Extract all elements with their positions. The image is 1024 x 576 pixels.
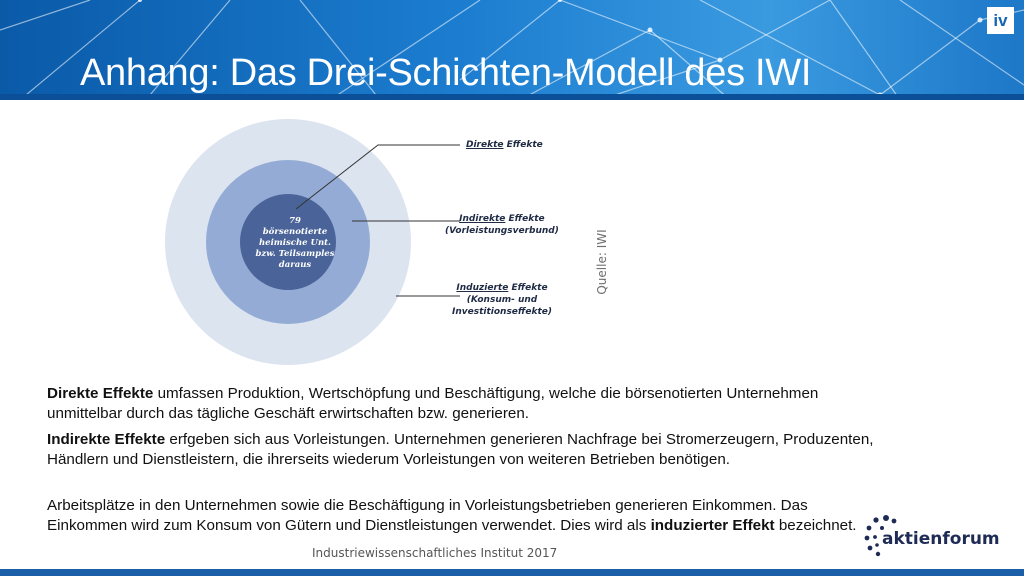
source-label: Quelle: IWI bbox=[595, 229, 609, 295]
paragraph-direct: Direkte Effekte umfassen Produktion, Wertschöpfung und Beschäftigung, welche die börsenotierten Unternehmen unmittelbar durch das tägliche Geschäft erwirtschaften bzw. generieren. bbox=[47, 385, 819, 422]
paragraph-indirect: Indirekte Effekte erfgeben sich aus Vorleistungen. Unternehmen generieren Nachfrage bei Stromerzeugern, Produzenten, Händlern und Dienstleistern, die ihrerseits wiederum Vorleistungen von weiteren Betrieben benötigen. bbox=[47, 431, 874, 468]
aktienforum-logo bbox=[864, 512, 1020, 566]
paragraph-induced: Arbeitsplätze in den Unternehmen sowie die Beschäftigung in Vorleistungsbetrieben generieren Einkommen. Das Einkommen wird zum Konsum von Gütern und Dienstleistungen verwendet. Dies wird als induzierter Effekt bezeichnet. bbox=[47, 497, 857, 534]
label-induced-effects: Induzierte Effekte (Konsum- und Investitionseffekte) bbox=[452, 283, 553, 317]
footer-institute: Industriewissenschaftliches Institut 2017 bbox=[312, 546, 558, 560]
iv-logo: iv bbox=[987, 7, 1014, 34]
center-label: 79 börsenotierte heimische Unt. bzw. Teilsamples daraus bbox=[255, 216, 335, 270]
label-direct-effects: Direkte Effekte bbox=[466, 140, 543, 150]
aktienforum-wordmark: aktienforum bbox=[882, 529, 1000, 549]
page-title: Anhang: Das Drei-Schichten-Modell des IWI bbox=[80, 52, 812, 94]
footer-bar bbox=[0, 569, 1024, 576]
label-indirect-effects: Indirekte Effekte (Vorleistungsverbund) bbox=[445, 214, 559, 236]
